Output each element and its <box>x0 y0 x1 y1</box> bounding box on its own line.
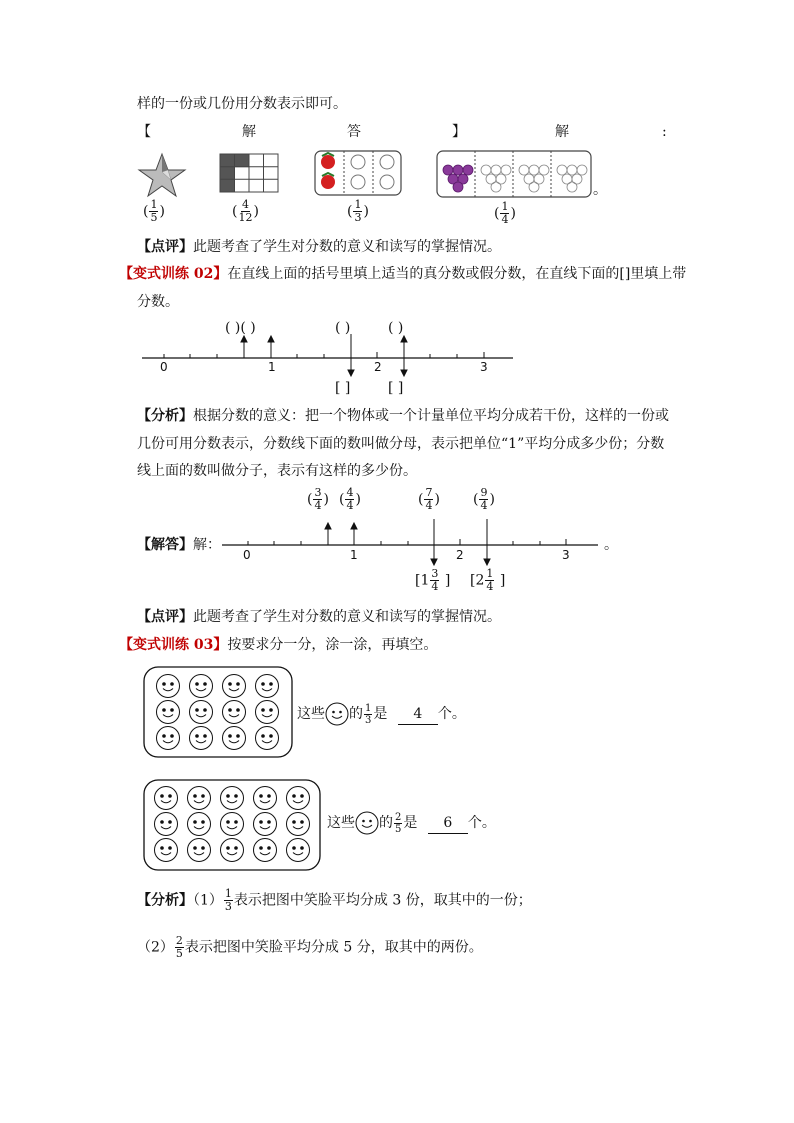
blank-bottom-1: [ ] <box>335 380 351 396</box>
smiley-box-2 <box>142 778 322 872</box>
answer-close-bracket: 】 <box>452 124 466 140</box>
answer-frac-3-4: ( $\frac{3}{4}$ ) <box>307 486 329 512</box>
answer-jie-2: 解 <box>555 124 569 140</box>
blank-top-3: ( ) <box>388 320 404 336</box>
grid-figure <box>220 154 278 192</box>
nl2-label-3: 3 <box>562 548 570 562</box>
answer-mixed-1: [1 $\frac{3}{4}$ ] <box>415 567 451 593</box>
nl2-label-1: 1 <box>350 548 358 562</box>
analysis-2-line3: 线上面的数叫做分子，表示有这样的多少份。 <box>137 463 417 479</box>
top-line: 样的一份或几份用分数表示即可。 <box>137 96 347 112</box>
answer-frac-9-4: ( $\frac{9}{4}$ ) <box>473 486 495 512</box>
answer-frac-4-4: ( $\frac{4}{4}$ ) <box>339 486 361 512</box>
fig1-fraction-1: ( $\frac{1}{5}$ ) <box>143 198 165 224</box>
exercise-02: 【变式训练 02】在直线上面的括号里填上适当的真分数或假分数，在直线下面的[]里填上带 <box>119 266 687 282</box>
answer-da: 答 <box>347 124 361 140</box>
fig1-end-mark: 。 <box>593 182 607 198</box>
analysis-2-line2: 几份可用分数表示，分数线下面的数叫做分母，表示把单位“1”平均分成多少份；分数 <box>137 436 665 452</box>
strawberry-figure <box>315 151 401 195</box>
fig1-fraction-2: ( $\frac{4}{12}$ ) <box>232 198 259 224</box>
number-line-question <box>137 316 522 398</box>
analysis-3-p1: 【分析】（1） $\frac{1}{3}$ 表示把图中笑脸平均分成 3 份，取其中的一份； <box>137 887 532 913</box>
blank-top-2: ( ) <box>335 320 351 336</box>
nl1-label-3: 3 <box>480 360 488 374</box>
answer-open-bracket: 【 <box>137 124 151 140</box>
nl1-label-1: 1 <box>268 360 276 374</box>
q2-sentence: 这些 的 $\frac{2}{5}$ 是 6 个。 <box>327 811 496 835</box>
smiley-icon <box>355 811 379 835</box>
q2-answer: 6 <box>428 813 468 834</box>
comment-1: 【点评】此题考查了学生对分数的意义和读写的掌握情况。 <box>137 239 501 255</box>
smiley-icon <box>325 702 349 726</box>
answer-jie: 解 <box>242 124 256 140</box>
smiley-box-1 <box>142 665 294 759</box>
fig1-fraction-4: ( $\frac{1}{4}$ ) <box>494 200 516 226</box>
comment-2: 【点评】此题考查了学生对分数的意义和读写的掌握情况。 <box>137 609 501 625</box>
q1-sentence: 这些 的 $\frac{1}{3}$ 是 4 个。 <box>297 702 466 726</box>
answer-2-end-mark: 。 <box>604 537 618 553</box>
fig1-fraction-3: ( $\frac{1}{3}$ ) <box>347 198 369 224</box>
analysis-3-p2: （2） $\frac{2}{5}$ 表示把图中笑脸平均分成 5 分，取其中的两份。 <box>137 934 483 960</box>
exercise-03: 【变式训练 03】按要求分一分，涂一涂，再填空。 <box>119 637 438 653</box>
q1-answer: 4 <box>398 704 438 725</box>
answer-frac-7-4: ( $\frac{7}{4}$ ) <box>418 486 440 512</box>
number-line-answer <box>218 485 603 595</box>
nl1-label-0: 0 <box>160 360 168 374</box>
answer-colon: : <box>662 124 667 140</box>
blank-bottom-2: [ ] <box>388 380 404 396</box>
star-figure <box>139 154 185 196</box>
exercise-02-line2: 分数。 <box>137 294 179 310</box>
grape-figure <box>437 151 591 197</box>
blank-top-1: ( )( ) <box>225 320 256 336</box>
answer-2-tag: 【解答】解： <box>137 537 221 553</box>
answer-mixed-2: [2 $\frac{1}{4}$ ] <box>470 567 506 593</box>
nl1-label-2: 2 <box>374 360 382 374</box>
nl2-label-0: 0 <box>243 548 251 562</box>
nl2-label-2: 2 <box>456 548 464 562</box>
analysis-2: 【分析】根据分数的意义：把一个物体或一个计量单位平均分成若干份，这样的一份或 <box>137 408 669 424</box>
